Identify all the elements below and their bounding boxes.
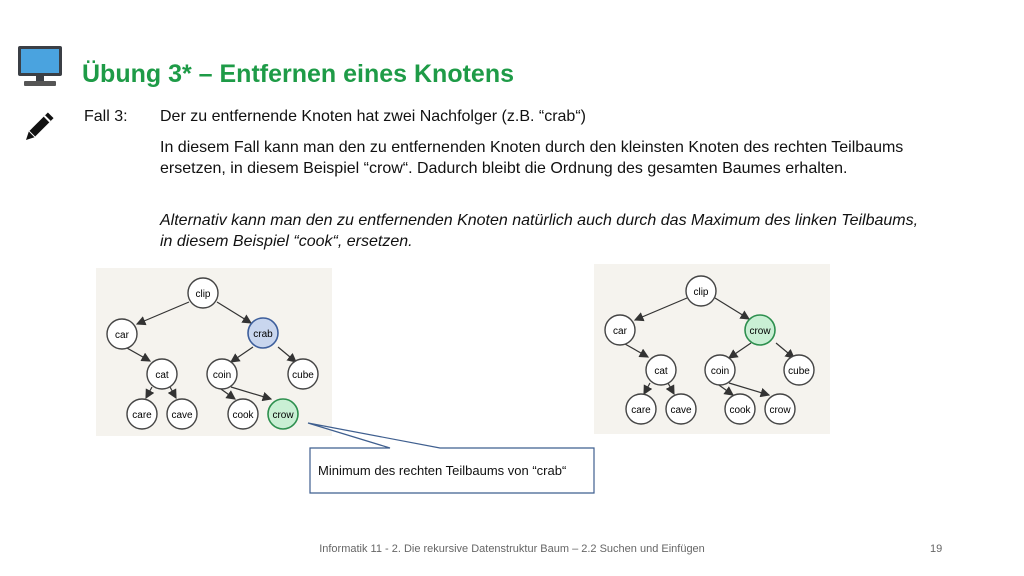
pencil-icon (18, 108, 58, 148)
tree-node-clip (686, 276, 716, 306)
svg-text:cave: cave (171, 410, 193, 421)
svg-text:coin: coin (212, 370, 232, 381)
tree-node-cave (167, 399, 197, 429)
tree-node-clip (188, 278, 218, 308)
page-number: 19 (930, 543, 943, 555)
tree-node-coin (207, 359, 237, 389)
tree-node-cave (666, 394, 696, 424)
svg-text:cube: cube (292, 370, 314, 381)
tree-node-cat (646, 355, 676, 385)
svg-text:cave: cave (670, 405, 692, 416)
svg-text:coin: coin (710, 366, 730, 377)
tree-node-crow (745, 315, 775, 345)
tree-node-cat (147, 359, 177, 389)
tree-node-care (127, 399, 157, 429)
svg-text:clip: clip (693, 287, 709, 298)
svg-text:clip: clip (195, 289, 211, 300)
tree-node-car (107, 319, 137, 349)
svg-text:car: car (115, 330, 129, 341)
slide-title: Übung 3* – Entfernen eines Knotens (82, 60, 515, 88)
svg-text:car: car (613, 326, 627, 337)
tree-node-cube (288, 359, 318, 389)
svg-text:cat: cat (654, 366, 668, 377)
tree-after-diagram (594, 264, 830, 434)
footer-text: Informatik 11 - 2. Die rekursive Datenstruktur Baum – 2.2 Suchen und Einfügen (319, 543, 705, 555)
svg-text:care: care (132, 410, 152, 421)
svg-text:crow: crow (749, 326, 771, 337)
svg-text:crow: crow (769, 405, 791, 416)
tree-before-diagram (96, 268, 332, 436)
tree-node-crab (248, 318, 278, 348)
case-label: Fall 3: (84, 108, 128, 125)
svg-text:care: care (631, 405, 651, 416)
tree-node-cook (725, 394, 755, 424)
tree-node-cube (784, 355, 814, 385)
tree-node-care (626, 394, 656, 424)
callout-text: Minimum des rechten Teilbaums von “crab“ (318, 463, 567, 478)
svg-text:cube: cube (788, 366, 810, 377)
svg-text:crow: crow (272, 410, 294, 421)
alternative-paragraph: Alternativ kann man den zu entfernenden Knoten natürlich auch durch das Maximum des linken Teilbaums, in diesem Beispiel “cook“, ersetzen. (160, 212, 919, 250)
svg-text:cook: cook (232, 410, 254, 421)
svg-text:crab: crab (253, 329, 273, 340)
tree-node-crow-leaf (765, 394, 795, 424)
svg-text:cat: cat (155, 370, 169, 381)
explanation-paragraph: In diesem Fall kann man den zu entfernenden Knoten durch den kleinsten Knoten des rechten Teilbaums ersetzen, in diesem Beispiel “crow“. Dadurch bleibt die Ordnung des gesamten Baumes erhalten. (160, 139, 904, 177)
case-description: Der zu entfernende Knoten hat zwei Nachfolger (z.B. “crab“) (160, 108, 586, 125)
callout-box (300, 415, 610, 500)
svg-text:cook: cook (729, 405, 751, 416)
tree-node-cook (228, 399, 258, 429)
tree-node-car (605, 315, 635, 345)
tree-node-coin (705, 355, 735, 385)
tree-node-crow (268, 399, 298, 429)
computer-icon (14, 44, 66, 90)
